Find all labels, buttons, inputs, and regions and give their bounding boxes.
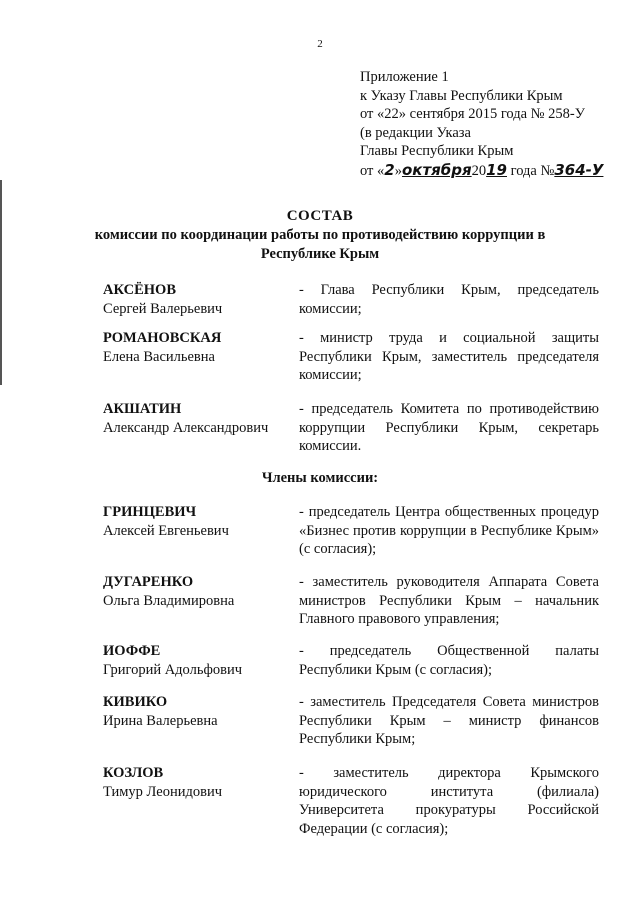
title-heading: СОСТАВ	[286, 208, 354, 224]
member-entry	[103, 642, 600, 680]
surname: КОЗЛОВ	[103, 765, 164, 781]
person-name	[103, 281, 293, 318]
person-name	[103, 400, 293, 437]
given-names: Александр Александрович	[103, 419, 269, 436]
surname: КИВИКО	[103, 694, 168, 710]
person-name	[103, 642, 293, 679]
given-names: Алексей Евгеньевич	[103, 522, 229, 539]
handwritten-day: 2	[384, 160, 395, 179]
appendix-line: Главы Республики Крым	[360, 143, 514, 160]
position-description: - заместитель руководителя Аппарата Совета министров Республики Крым – начальник Главного правового управления;	[299, 574, 599, 628]
year-prefix: 20	[471, 162, 487, 179]
surname: ДУГАРЕНКО	[103, 574, 194, 590]
person-name	[103, 329, 293, 366]
position-description: - Глава Республики Крым, председатель комиссии;	[299, 282, 599, 317]
surname: ИОФФЕ	[103, 643, 161, 659]
person-name	[103, 503, 293, 540]
person-name	[103, 764, 293, 801]
member-entry	[103, 503, 600, 559]
appendix-line: Приложение 1	[360, 69, 449, 85]
surname: АКШАТИН	[103, 401, 182, 417]
member-entry	[103, 764, 600, 839]
appendix-line: (в редакции Указа	[360, 124, 471, 141]
given-names: Тимур Леонидович	[103, 783, 223, 800]
position-description: - председатель Центра общественных процедур «Бизнес против коррупции в Республике Крым» (с согласия);	[299, 504, 599, 558]
given-names: Ольга Владимировна	[103, 592, 235, 609]
person-name	[103, 693, 293, 730]
appendix-line: к Указу Главы Республики Крым	[360, 87, 563, 104]
date-quote: »	[394, 162, 402, 179]
given-names: Елена Васильевна	[103, 348, 215, 365]
position-description: - председатель Комитета по противодействию коррупции Республики Крым, секретарь комиссии.	[299, 401, 599, 455]
appendix-date-line	[360, 161, 603, 180]
appendix-line: от «22» сентября 2015 года № 258-У	[360, 106, 585, 123]
title-subtitle-line1: комиссии по координации работы по противодействию коррупции в	[94, 227, 546, 243]
position-description: - министр труда и социальной защиты Республики Крым, заместитель председателя комиссии;	[299, 330, 599, 384]
surname: АКСЁНОВ	[103, 282, 176, 298]
position-description: - председатель Общественной палаты Республики Крым (с согласия);	[299, 643, 599, 678]
leadership-entry	[103, 329, 600, 385]
given-names: Сергей Валерьевич	[103, 300, 223, 317]
position-description: - заместитель Председателя Совета министров Республики Крым – министр финансов Республики Крым;	[299, 694, 599, 748]
handwritten-month: октября	[401, 160, 472, 179]
appendix-header	[360, 68, 603, 180]
year-word: года №	[510, 162, 555, 179]
member-entry	[103, 573, 600, 629]
leadership-entry	[103, 281, 600, 319]
surname: РОМАНОВСКАЯ	[103, 330, 222, 346]
title-subtitle-line2: Республике Крым	[260, 246, 380, 262]
handwritten-number: 364-У	[554, 160, 604, 179]
leadership-entry	[103, 400, 600, 456]
page-number: 2	[317, 38, 323, 50]
handwritten-year: 19	[486, 160, 507, 179]
person-name	[103, 573, 293, 610]
date-prefix: от «	[360, 162, 385, 179]
surname: ГРИНЦЕВИЧ	[103, 504, 197, 520]
given-names: Ирина Валерьевна	[103, 712, 218, 729]
position-description: - заместитель директора Крымского юридического института (филиала) Университета прокуратуры Российской Федерации (с согласия);	[299, 765, 599, 837]
given-names: Григорий Адольфович	[103, 661, 243, 678]
member-entry	[103, 693, 600, 749]
document-title	[0, 207, 640, 264]
members-heading: Члены комиссии:	[261, 470, 379, 486]
